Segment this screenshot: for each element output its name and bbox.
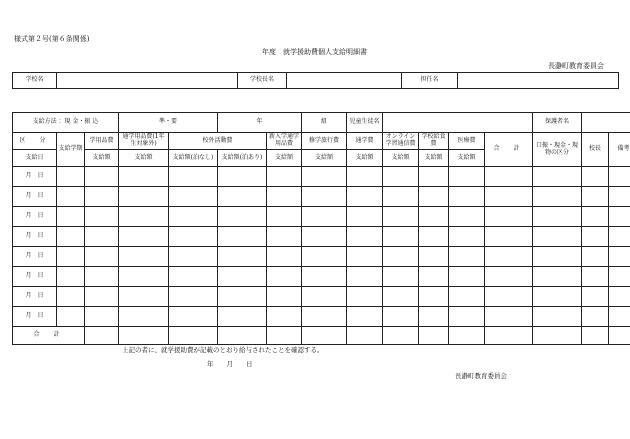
total-cell[interactable] xyxy=(169,327,218,345)
amount-cell[interactable] xyxy=(218,227,267,247)
amount-cell[interactable] xyxy=(218,167,267,187)
amount-cell[interactable] xyxy=(347,267,383,287)
total-cell[interactable] xyxy=(609,327,630,345)
table-row xyxy=(13,167,630,187)
total-cell[interactable] xyxy=(419,327,449,345)
amount-cell[interactable] xyxy=(169,207,218,227)
amount-cell[interactable] xyxy=(169,287,218,307)
amount-cell[interactable] xyxy=(383,307,419,327)
amount-cell[interactable] xyxy=(582,247,609,267)
amount-cell[interactable] xyxy=(609,187,630,207)
pay-date-cell[interactable]: 月 日 xyxy=(13,287,57,307)
amount-cell[interactable] xyxy=(485,167,533,187)
info-table xyxy=(12,72,619,89)
amount-cell[interactable] xyxy=(419,247,449,267)
amount-cell[interactable] xyxy=(218,307,267,327)
amount-cell[interactable] xyxy=(169,307,218,327)
amount-cell[interactable] xyxy=(449,247,485,267)
total-cell[interactable] xyxy=(218,327,267,345)
amount-cell[interactable] xyxy=(169,167,218,187)
issuer-name-footer: 長瀞町教育委員会 xyxy=(455,372,507,380)
total-cell[interactable] xyxy=(582,327,609,345)
amount-cell[interactable] xyxy=(383,167,419,187)
issuer-name: 長瀞町教育委員会 xyxy=(548,62,604,70)
amount-cell[interactable] xyxy=(347,167,383,187)
amount-cell[interactable] xyxy=(119,247,169,267)
amount-cell[interactable] xyxy=(609,287,630,307)
amount-cell[interactable] xyxy=(85,227,119,247)
amount-cell[interactable] xyxy=(449,227,485,247)
table-row xyxy=(13,207,630,227)
table-row xyxy=(13,227,630,247)
amount-cell[interactable] xyxy=(582,287,609,307)
remarks-header: 備考 xyxy=(609,133,630,167)
amount-header: 支給額 xyxy=(449,150,485,167)
class-cell[interactable]: 組 xyxy=(302,113,347,133)
amount-cell[interactable] xyxy=(85,207,119,227)
amount-header: 支給額 xyxy=(85,150,119,167)
amount-cell[interactable] xyxy=(383,267,419,287)
amount-cell[interactable] xyxy=(582,267,609,287)
total-row xyxy=(13,327,630,345)
table-row xyxy=(13,267,630,287)
amount-cell[interactable] xyxy=(57,227,85,247)
amount-cell[interactable] xyxy=(533,307,582,327)
amount-header: 支給額 xyxy=(302,150,347,167)
amount-cell[interactable] xyxy=(119,227,169,247)
new-enrollment-header: 新入学通学用品費 xyxy=(267,133,302,150)
total-cell[interactable] xyxy=(449,327,485,345)
amount-cell[interactable] xyxy=(119,187,169,207)
amount-cell[interactable] xyxy=(302,247,347,267)
online-comm-header: オンライン学習通信費 xyxy=(383,133,419,150)
amount-cell[interactable] xyxy=(302,307,347,327)
principal-header: 校長 xyxy=(582,133,609,167)
amount-cell[interactable] xyxy=(533,267,582,287)
amount-cell[interactable] xyxy=(347,187,383,207)
amount-cell[interactable] xyxy=(85,167,119,187)
amount-cell[interactable] xyxy=(169,247,218,267)
form-code: 様式第２号(第６条関係) xyxy=(14,35,90,43)
amount-cell[interactable] xyxy=(533,187,582,207)
category-header: 区 分 xyxy=(13,133,57,150)
commute-cost-header: 通学費 xyxy=(347,133,383,150)
amount-cell[interactable] xyxy=(533,247,582,267)
amount-cell[interactable] xyxy=(57,267,85,287)
amount-cell[interactable] xyxy=(302,267,347,287)
data-rows xyxy=(13,167,630,327)
amount-cell[interactable] xyxy=(347,287,383,307)
field-trip-header: 校外活動費 xyxy=(169,133,267,150)
document-title: 年度 就学援助費個人支給明細書 xyxy=(262,48,367,56)
amount-cell[interactable] xyxy=(609,267,630,287)
amount-cell[interactable] xyxy=(347,247,383,267)
amount-cell[interactable] xyxy=(609,227,630,247)
amount-cell[interactable] xyxy=(267,307,302,327)
amount-cell[interactable] xyxy=(302,187,347,207)
field-trip-stay-header: 支給額(泊あり) xyxy=(218,150,267,167)
table-row xyxy=(13,247,630,267)
amount-cell[interactable] xyxy=(119,207,169,227)
amount-cell[interactable] xyxy=(419,307,449,327)
amount-header: 支給額 xyxy=(419,150,449,167)
amount-cell[interactable] xyxy=(609,207,630,227)
guardian-name-field[interactable] xyxy=(582,113,630,133)
medical-header: 医療費 xyxy=(449,133,485,150)
amount-cell[interactable] xyxy=(57,167,85,187)
amount-cell[interactable] xyxy=(267,287,302,307)
amount-cell[interactable] xyxy=(419,167,449,187)
principal-name-field[interactable] xyxy=(287,73,402,89)
amount-cell[interactable] xyxy=(57,207,85,227)
principal-name-label: 学校長名 xyxy=(238,73,287,89)
category-cell[interactable]: 準・要 xyxy=(119,113,218,133)
total-cell[interactable] xyxy=(383,327,419,345)
payment-table xyxy=(12,112,630,345)
amount-cell[interactable] xyxy=(485,207,533,227)
amount-cell[interactable] xyxy=(449,207,485,227)
amount-cell[interactable] xyxy=(267,227,302,247)
payment-method-label: 支給方法 xyxy=(32,118,57,126)
amount-cell[interactable] xyxy=(267,187,302,207)
field-trip-no-stay-header: 支給額(泊なし) xyxy=(169,150,218,167)
amount-cell[interactable] xyxy=(347,207,383,227)
amount-cell[interactable] xyxy=(485,267,533,287)
amount-cell[interactable] xyxy=(582,167,609,187)
pay-date-cell[interactable]: 月 日 xyxy=(13,227,57,247)
school-name-field[interactable] xyxy=(57,73,238,89)
method-column-header: 口振・現金・現物の区分 xyxy=(533,133,582,167)
total-header: 合 計 xyxy=(485,133,533,167)
amount-cell[interactable] xyxy=(533,167,582,187)
amount-cell[interactable] xyxy=(383,227,419,247)
amount-header: 支給額 xyxy=(267,150,302,167)
amount-cell[interactable] xyxy=(609,247,630,267)
pay-date-cell[interactable]: 月 日 xyxy=(13,187,57,207)
amount-cell[interactable] xyxy=(119,267,169,287)
amount-cell[interactable] xyxy=(347,227,383,247)
amount-cell[interactable] xyxy=(449,267,485,287)
amount-cell[interactable] xyxy=(582,207,609,227)
amount-cell[interactable] xyxy=(85,287,119,307)
total-cell[interactable] xyxy=(485,327,533,345)
amount-cell[interactable] xyxy=(302,227,347,247)
amount-cell[interactable] xyxy=(302,207,347,227)
total-cell[interactable] xyxy=(119,327,169,345)
amount-cell[interactable] xyxy=(218,267,267,287)
amount-cell[interactable] xyxy=(419,267,449,287)
amount-cell[interactable] xyxy=(485,287,533,307)
amount-cell[interactable] xyxy=(85,267,119,287)
amount-cell[interactable] xyxy=(169,267,218,287)
amount-cell[interactable] xyxy=(383,207,419,227)
amount-cell[interactable] xyxy=(85,187,119,207)
amount-cell[interactable] xyxy=(449,307,485,327)
amount-cell[interactable] xyxy=(419,207,449,227)
amount-cell[interactable] xyxy=(449,187,485,207)
amount-cell[interactable] xyxy=(609,307,630,327)
amount-cell[interactable] xyxy=(419,287,449,307)
amount-cell[interactable] xyxy=(582,307,609,327)
amount-cell[interactable] xyxy=(218,207,267,227)
amount-cell[interactable] xyxy=(302,167,347,187)
pay-date-cell[interactable]: 月 日 xyxy=(13,267,57,287)
term-header: 支給学期 xyxy=(57,133,85,167)
payment-method-cell xyxy=(13,113,119,133)
school-supplies-header: 学用品費 xyxy=(85,133,119,150)
pay-date-cell[interactable]: 月 日 xyxy=(13,167,57,187)
homeroom-teacher-label: 担任名 xyxy=(402,73,458,89)
total-cell[interactable] xyxy=(347,327,383,345)
guardian-name-label: 保護者名 xyxy=(533,113,582,133)
total-cell[interactable] xyxy=(533,327,582,345)
school-trip-header: 修学旅行費 xyxy=(302,133,347,150)
amount-cell[interactable] xyxy=(609,167,630,187)
amount-cell[interactable] xyxy=(85,247,119,267)
student-name-field[interactable] xyxy=(383,113,533,133)
amount-cell[interactable] xyxy=(218,287,267,307)
table-row xyxy=(13,307,630,327)
school-lunch-header: 学校給食費 xyxy=(419,133,449,150)
amount-cell[interactable] xyxy=(57,287,85,307)
amount-header: 支給額 xyxy=(119,150,169,167)
homeroom-teacher-field[interactable] xyxy=(458,73,619,89)
amount-cell[interactable] xyxy=(582,227,609,247)
year-cell[interactable]: 年 xyxy=(218,113,302,133)
student-name-label: 児童生徒名 xyxy=(347,113,383,133)
amount-cell[interactable] xyxy=(57,307,85,327)
amount-cell[interactable] xyxy=(302,287,347,307)
total-cell[interactable] xyxy=(85,327,119,345)
amount-cell[interactable] xyxy=(485,307,533,327)
amount-cell[interactable] xyxy=(169,227,218,247)
amount-cell[interactable] xyxy=(119,307,169,327)
table-row xyxy=(13,187,630,207)
amount-cell[interactable] xyxy=(383,287,419,307)
amount-cell[interactable] xyxy=(85,307,119,327)
amount-cell[interactable] xyxy=(419,227,449,247)
commute-supplies-header: 通学用品費(1年生対象外) xyxy=(119,133,169,150)
amount-cell[interactable] xyxy=(267,267,302,287)
amount-cell[interactable] xyxy=(533,207,582,227)
school-name-label: 学校名 xyxy=(13,73,57,89)
amount-cell[interactable] xyxy=(582,187,609,207)
amount-cell[interactable] xyxy=(419,187,449,207)
amount-header: 支給額 xyxy=(383,150,419,167)
payment-method-options[interactable]: ：現 金・振 込 xyxy=(58,118,99,126)
date-line: 年 月 日 xyxy=(207,360,253,368)
pay-date-cell[interactable]: 月 日 xyxy=(13,247,57,267)
amount-header: 支給額 xyxy=(347,150,383,167)
amount-cell[interactable] xyxy=(485,247,533,267)
pay-date-cell[interactable]: 月 日 xyxy=(13,207,57,227)
amount-cell[interactable] xyxy=(218,187,267,207)
amount-cell[interactable] xyxy=(57,247,85,267)
amount-cell[interactable] xyxy=(267,167,302,187)
amount-cell[interactable] xyxy=(533,227,582,247)
amount-cell[interactable] xyxy=(119,167,169,187)
amount-cell[interactable] xyxy=(533,287,582,307)
total-cell[interactable] xyxy=(267,327,302,345)
grand-total-label: 合 計 xyxy=(13,327,85,345)
amount-cell[interactable] xyxy=(383,187,419,207)
amount-cell[interactable] xyxy=(57,187,85,207)
amount-cell[interactable] xyxy=(218,247,267,267)
total-cell[interactable] xyxy=(302,327,347,345)
amount-cell[interactable] xyxy=(267,247,302,267)
amount-cell[interactable] xyxy=(347,307,383,327)
amount-cell[interactable] xyxy=(169,187,218,207)
amount-cell[interactable] xyxy=(449,167,485,187)
pay-date-cell[interactable]: 月 日 xyxy=(13,307,57,327)
table-row xyxy=(13,287,630,307)
pay-date-header: 支給日 xyxy=(13,150,57,167)
amount-cell[interactable] xyxy=(383,247,419,267)
amount-cell[interactable] xyxy=(485,187,533,207)
confirmation-text: 上記の者に、就学援助費が記載のとおり給与されたことを確認する。 xyxy=(122,346,324,354)
amount-cell[interactable] xyxy=(119,287,169,307)
amount-cell[interactable] xyxy=(267,207,302,227)
amount-cell[interactable] xyxy=(485,227,533,247)
amount-cell[interactable] xyxy=(449,287,485,307)
